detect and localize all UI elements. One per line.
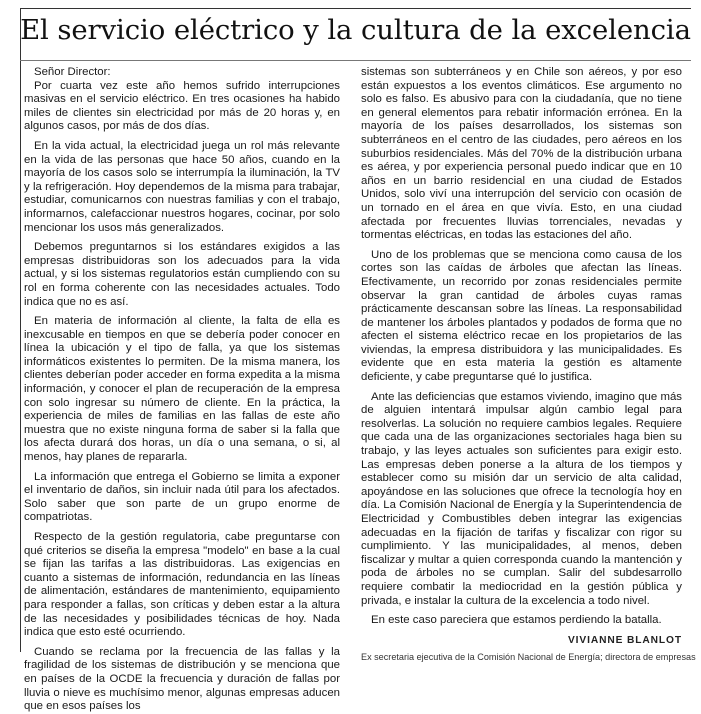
paragraph: Respecto de la gestión regulatoria, cabe preguntarse con qué criterios se diseña la empresa "modelo" en base a la cual se fijan las tarifas a las distribuidoras. Las exigencias en cuanto a sistemas de información, redundancia en las líneas de alimentación, estándares de mantenimiento, equipamiento para responder a fallas, son críticas y deben estar a la altura de las necesidades y posibilidades técnicas de hoy. Nada indica que esto esté ocurriendo. — [24, 531, 340, 639]
paragraph: Por cuarta vez este año hemos sufrido interrupciones masivas en el servicio eléctrico. En tres ocasiones ha habido miles de clientes sin electricidad por más de 20 horas y, en algunos casos, por más de dos días. — [24, 79, 340, 133]
left-rule — [20, 8, 21, 652]
author-role: Ex secretaria ejecutiva de la Comisión Nacional de Energía; directora de empresas — [361, 652, 696, 663]
closing-paragraph: En este caso pareciera que estamos perdiendo la batalla. — [371, 614, 662, 627]
paragraph: Uno de los problemas que se menciona como causa de los cortes son las caídas de árboles que afectan las líneas. Efectivamente, un recorrido por zonas residenciales permite observar la gran cantidad de árboles cuyas ramas prácticamente descansan sobre las líneas. La responsabilidad de mantener los árboles plantados y podados de forma que no afecten el sistema eléctrico recae en los propietarios de las viviendas, la empresa distribuidora y las municipalidades. Es evidente que en esta materia la gestión es altamente deficiente, y cabe preguntarse qué lo justifica. — [361, 248, 682, 384]
headline: El servicio eléctrico y la cultura de la excelencia — [20, 14, 691, 46]
paragraph: Cuando se reclama por la frecuencia de las fallas y la fragilidad de los sistemas de distribución y se menciona que en países de la OCDE la frecuencia y duración de fallas por lluvia o nieve es muchísimo menor, algunas empresas aducen que en esos países los — [24, 645, 340, 713]
paragraph: sistemas son subterráneos y en Chile son aéreos, y por eso están expuestos a los eventos climáticos. Ese argumento no solo es falso. Es abusivo para con la ciudadanía, que no tiene en general elementos para rebatir información errónea. En la mayoría de los países desarrollados, los sistemas son subterráneos en el centro de las ciudades, pero aéreos en los suburbios residenciales. Más del 70% de la distribución urbana es aérea, y por experiencia personal puedo indicar que en 10 años en un barrio residencial en una ciudad de Estados Unidos, solo viví una interrupción del servicio con ocasión de un tornado en el área en que vivía. Esto, en una ciudad afectada por frecuentes lluvias torrenciales, nevadas y tormentas eléctricas, en todas las estaciones del año. — [361, 66, 682, 242]
paragraph: En la vida actual, la electricidad juega un rol más relevante en la vida de las personas que hace 50 años, cuando en la mayoría de los casos solo se interrumpía la iluminación, la TV y la refrigeración. Hoy dependemos de la misma para trabajar, estudiar, comunicarnos con nuestras familias y con el trabajo, informarnos, calefaccionar nuestros hogares, cocinar, por solo mencionar los usos más generalizados. — [24, 139, 340, 234]
headline-rule — [20, 60, 691, 61]
right-column — [361, 66, 696, 665]
paragraph: La información que entrega el Gobierno se limita a exponer el inventario de daños, sin incluir nada útil para los afectados. Solo saber que son parte de un grupo enorme de compatriotas. — [24, 470, 340, 524]
salutation: Señor Director: — [34, 66, 111, 78]
left-column — [24, 66, 340, 714]
paragraph: Debemos preguntarnos si los estándares exigidos a las empresas distribuidoras son los adecuados para la vida actual, y si los sistemas regulatorios están cumpliendo con su rol en forma coherente con las necesidades actuales. Todo indica que no es así. — [24, 241, 340, 308]
top-rule — [20, 8, 691, 9]
paragraph: En materia de información al cliente, la falta de ella es inexcusable en tiempos en que se debería poder conocer en línea la ubicación y el tipo de falla, ya que los sistemas informáticos existentes lo permiten. De la misma manera, los clientes deberían poder acceder en forma expedita a la misma información, y conocer el plan de recuperación de la empresa con solo ingresar su número de cliente. En la práctica, la experiencia de miles de familias en las fallas de este año muestra que no existe ninguna forma de saber si la falla que los afecta durará dos horas, un día o una semana, o si, al menos, hay planes de repararla. — [24, 315, 340, 464]
paragraph: Ante las deficiencias que estamos viviendo, imagino que más de alguien intentará impulsar algún cambio legal para resolverlas. La solución no requiere cambios legales. Requiere que cada una de las organizaciones sectoriales haga bien su trabajo, y las leyes actuales son suficientes para exigir esto. Las empresas deben ponerse a la altura de los tiempos y establecer como su misión dar un servicio de alta calidad, apoyándose en las soluciones que ofrece la tecnología hoy en día. La Comisión Nacional de Energía y la Superintendencia de Electricidad y Combustibles deben integrar las exigencias adecuadas en la fijación de tarifas y fiscalizar con rigor su cumplimiento. Y las municipalidades, al menos, deben fiscalizar y multar a quien corresponda cuando la mantención y poda de árboles no se cumplan. Salir del subdesarrollo requiere combatir la mediocridad en la gestión pública y privada, e instalar la cultura de la excelencia a todo nivel. — [361, 390, 682, 607]
author-name: VIVIANNE BLANLOT — [567, 634, 682, 646]
